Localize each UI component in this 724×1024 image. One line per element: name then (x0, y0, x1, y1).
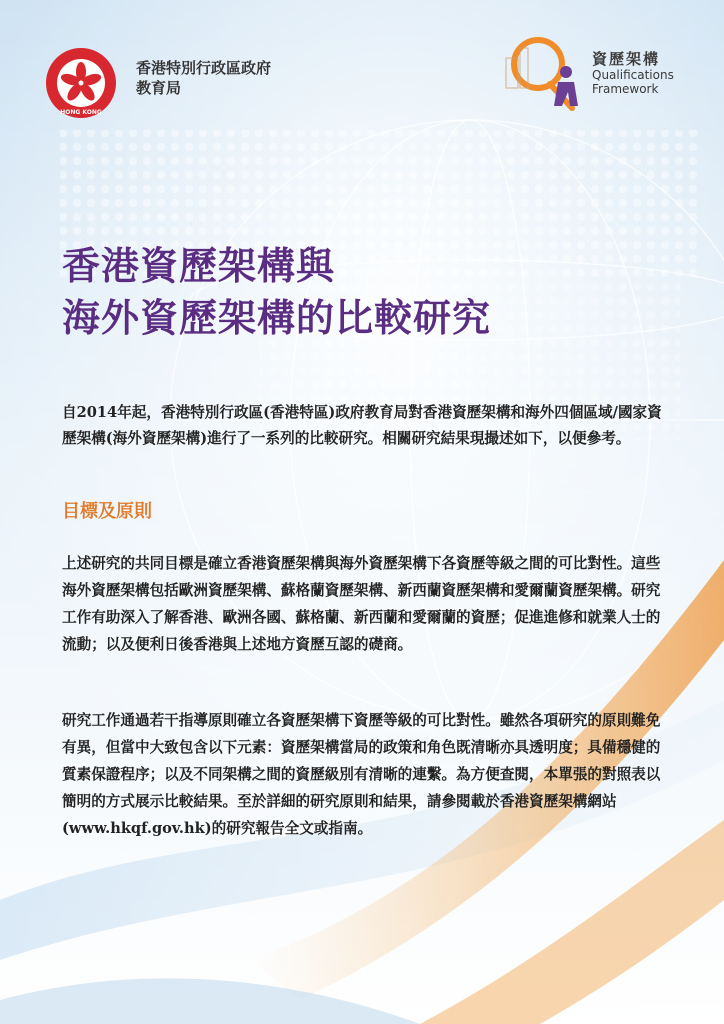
page-title (62, 240, 491, 344)
title-line-2: 海外資歷架構的比較研究 (62, 295, 492, 340)
government-department-name (136, 58, 271, 98)
hksar-emblem-icon (44, 46, 118, 120)
qf-name-cn: 資歷架構 (592, 50, 661, 68)
objectives-paragraph: 上述研究的共同目標是確立香港資歷架構與海外資歷架構下各資歷等級之間的可比對性。這些海外資歷架構包括歐洲資歷架構、蘇格蘭資歷架構、新西蘭資歷架構和愛爾蘭資歷架構。研究工作有助深入了解香港、歐洲各國、蘇格蘭、新西蘭和愛爾蘭的資歷；促進進修和就業人士的流動；以及便利日後香港與上述地方資歷互認的礎商。 (62, 555, 661, 653)
principles-paragraph: 研究工作通過若干指導原則確立各資歷架構下資歷等級的可比對性。雖然各項研究的原則難免有異，但當中大致包含以下元素：資歷架構當局的政策和角色既清晰亦具透明度；具備穩健的質素保證程序；以及不同架構之間的資歷級別有清晰的連繫。為方便查閱，本單張的對照表以簡明的方式展示比較結果。至於詳細的研究原則和結果，請參閱載於香港資歷架構網站(www.hkqf.gov.hk)的研究報告全文或指南。 (62, 712, 661, 837)
header (0, 0, 724, 130)
qf-logo-text (592, 50, 674, 96)
emblem-ring-text: HONG KONG (60, 109, 102, 116)
qf-name-en-line-2: Framework (592, 82, 659, 96)
gov-line-1: 香港特別行政區政府 (136, 59, 272, 77)
intro-paragraph: 自2014年起，香港特別行政區(香港特區)政府教育局對香港資歷架構和海外四個區域/國家資歷架構(海外資歷架構)進行了一系列的比較研究。相關研究結果現撮述如下，以便參考。 (62, 404, 662, 447)
section-heading: 目標及原則 (62, 501, 152, 522)
title-line-1: 香港資歷架構與 (62, 243, 336, 288)
gov-line-2: 教育局 (136, 79, 182, 97)
qf-name-en-line-1: Qualifications (592, 68, 674, 82)
